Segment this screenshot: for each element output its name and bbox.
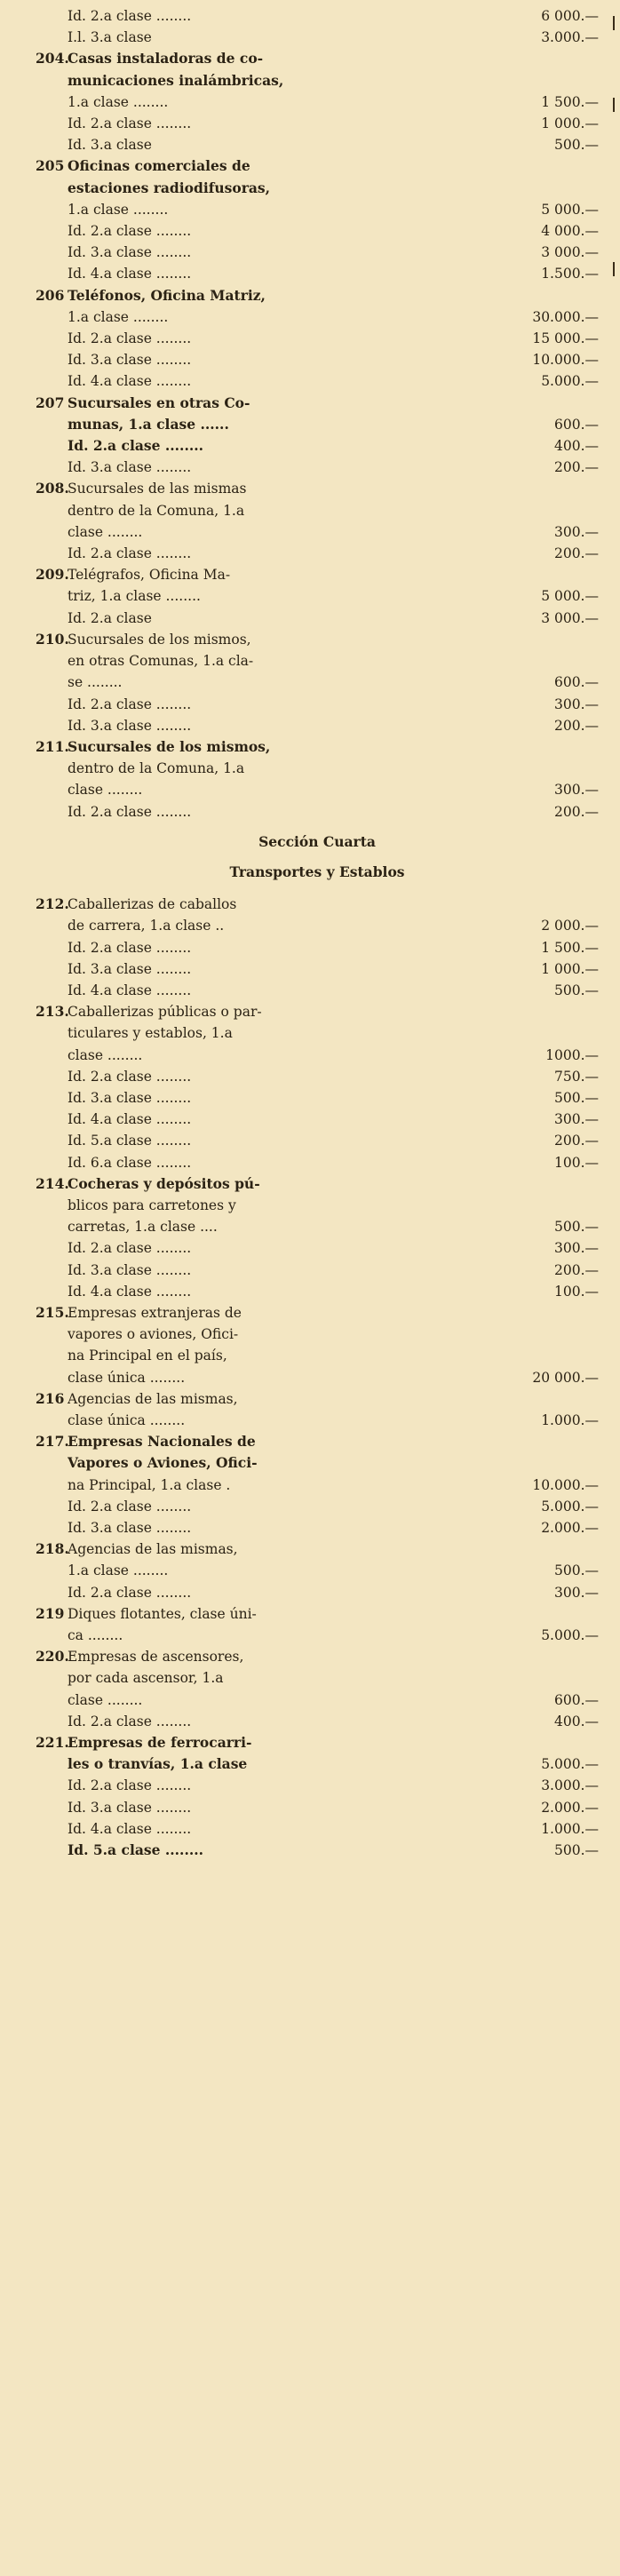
item-number: 213. xyxy=(36,1003,69,1021)
tariff-row xyxy=(36,1517,599,1538)
item-description: I.l. 3.a clase xyxy=(68,29,152,46)
item-amount: 750.— xyxy=(553,1068,599,1085)
item-description: Id. 3.a clase ........ xyxy=(68,960,192,977)
item-description: Agencias de las mismas, xyxy=(68,1390,238,1407)
item-amount: 200.— xyxy=(553,459,599,476)
item-number: 209. xyxy=(36,566,69,584)
item-description: Id. 2.a clase ........ xyxy=(68,1777,192,1794)
tariff-row xyxy=(36,564,599,585)
tariff-row xyxy=(36,242,599,263)
item-description: por cada ascensor, 1.a xyxy=(68,1670,224,1687)
item-amount: 2.000.— xyxy=(541,1520,599,1537)
item-description: triz, 1.a clase ........ xyxy=(68,588,201,605)
item-description: de carrera, 1.a clase .. xyxy=(68,918,225,934)
item-description: vapores o aviones, Ofici- xyxy=(68,1326,239,1343)
tariff-row xyxy=(36,1667,599,1689)
item-description: Id. 3.a clase ........ xyxy=(68,717,192,734)
item-description: Id. 2.a clase ........ xyxy=(68,1713,192,1729)
tariff-row xyxy=(36,285,599,306)
item-amount: 1.000.— xyxy=(541,1412,599,1428)
item-amount: 600.— xyxy=(553,1691,599,1708)
item-description: blicos para carretones y xyxy=(68,1197,236,1213)
item-description: clase única ........ xyxy=(68,1369,186,1386)
item-description: Id. 2.a clase ........ xyxy=(68,437,204,455)
item-number: 220. xyxy=(36,1648,69,1666)
tariff-row xyxy=(36,543,599,564)
tariff-row xyxy=(36,958,599,980)
item-amount: 1.000.— xyxy=(541,1820,599,1837)
item-amount: 20 000.— xyxy=(532,1369,599,1386)
item-amount: 2.000.— xyxy=(541,1799,599,1816)
section-title: Sección Cuarta xyxy=(258,832,376,850)
tariff-row xyxy=(36,1367,599,1388)
tariff-row xyxy=(36,1603,599,1625)
item-number: 218. xyxy=(36,1540,69,1558)
item-amount: 1 000.— xyxy=(541,960,599,977)
item-description: Id. 3.a clase ........ xyxy=(68,459,192,476)
item-description: Empresas de ascensores, xyxy=(68,1649,244,1666)
item-description: 1.a clase ........ xyxy=(68,308,169,325)
item-amount: 600.— xyxy=(553,674,599,691)
item-number: 215. xyxy=(36,1303,69,1321)
tariff-row xyxy=(36,1324,599,1345)
tariff-row xyxy=(36,980,599,1001)
item-number: 214. xyxy=(36,1174,69,1192)
item-description: Id. 3.a clase ........ xyxy=(68,1261,192,1278)
item-description: Sucursales de los mismos, xyxy=(68,737,271,755)
tariff-row xyxy=(36,608,599,629)
item-description: Id. 5.a clase ........ xyxy=(68,1841,204,1859)
tariff-row xyxy=(36,178,599,199)
item-amount: 5.000.— xyxy=(541,1498,599,1515)
item-number: 221. xyxy=(36,1734,69,1752)
item-amount: 3.000.— xyxy=(541,29,599,46)
item-number: 206 xyxy=(36,286,65,304)
margin-mark xyxy=(613,98,615,112)
tariff-row xyxy=(36,521,599,543)
item-description: munas, 1.a clase ...... xyxy=(68,415,229,433)
item-description: 1.a clase ........ xyxy=(68,201,169,218)
item-description: Id. 4.a clase ........ xyxy=(68,982,192,998)
item-description: carretas, 1.a clase .... xyxy=(68,1219,218,1236)
tariff-row xyxy=(36,349,599,370)
item-amount: 1 500.— xyxy=(541,939,599,956)
tariff-row xyxy=(36,1152,599,1173)
item-amount: 200.— xyxy=(553,1133,599,1149)
item-description: Sucursales de los mismos, xyxy=(68,631,251,648)
tariff-row xyxy=(36,1560,599,1581)
tariff-row xyxy=(36,1109,599,1130)
item-amount: 500.— xyxy=(553,1562,599,1579)
tariff-row xyxy=(36,1195,599,1216)
item-amount: 400.— xyxy=(553,1713,599,1729)
item-amount: 1000.— xyxy=(545,1046,599,1063)
item-description: Id. 2.a clase ........ xyxy=(68,696,192,712)
tariff-row xyxy=(36,328,599,349)
tariff-row xyxy=(36,306,599,328)
item-description: 1.a clase ........ xyxy=(68,1562,169,1579)
item-amount: 300.— xyxy=(553,1111,599,1128)
item-amount: 300.— xyxy=(553,1584,599,1601)
item-amount: 400.— xyxy=(553,438,599,455)
item-number: 210. xyxy=(36,630,69,648)
tariff-row xyxy=(36,629,599,650)
tariff-row xyxy=(36,134,599,155)
tariff-row xyxy=(36,1066,599,1087)
tariff-row xyxy=(36,672,599,693)
item-amount: 2 000.— xyxy=(541,918,599,934)
tariff-row xyxy=(36,736,599,758)
tariff-row xyxy=(36,1496,599,1517)
item-amount: 15 000.— xyxy=(532,330,599,347)
item-description: Id. 4.a clase ........ xyxy=(68,266,192,282)
item-description: Caballerizas de caballos xyxy=(68,896,237,913)
item-amount: 5.000.— xyxy=(541,1756,599,1773)
tariff-row xyxy=(36,779,599,800)
item-description: Oficinas comerciales de xyxy=(68,157,250,175)
tariff-row xyxy=(36,393,599,414)
item-description: estaciones radiodifusoras, xyxy=(68,179,271,196)
item-amount: 200.— xyxy=(553,1261,599,1278)
tariff-list-part-2 xyxy=(36,894,599,1861)
item-amount: 1.500.— xyxy=(541,266,599,282)
tariff-row xyxy=(36,500,599,521)
tariff-row xyxy=(36,1431,599,1452)
item-amount: 200.— xyxy=(553,803,599,820)
item-description: 1.a clase ........ xyxy=(68,93,169,110)
item-description: en otras Comunas, 1.a cla- xyxy=(68,653,254,670)
item-description: Id. 2.a clase ........ xyxy=(68,8,192,24)
tariff-row xyxy=(36,5,599,27)
margin-mark xyxy=(613,262,615,276)
tariff-row xyxy=(36,1452,599,1474)
tariff-row xyxy=(36,1582,599,1603)
item-amount: 1 500.— xyxy=(541,93,599,110)
tariff-row xyxy=(36,894,599,915)
item-description: Agencias de las mismas, xyxy=(68,1541,238,1558)
tariff-row xyxy=(36,199,599,220)
item-amount: 5 000.— xyxy=(541,588,599,605)
item-description: dentro de la Comuna, 1.a xyxy=(68,502,245,519)
item-amount: 6 000.— xyxy=(541,8,599,24)
item-amount: 10.000.— xyxy=(532,1476,599,1493)
tariff-row xyxy=(36,694,599,715)
item-description: Id. 4.a clase ........ xyxy=(68,1283,192,1300)
item-amount: 3 000.— xyxy=(541,609,599,626)
item-amount: 3.000.— xyxy=(541,1777,599,1794)
tariff-row xyxy=(36,220,599,242)
item-description: Empresas extranjeras de xyxy=(68,1304,242,1321)
item-description: Id. 4.a clase ........ xyxy=(68,1820,192,1837)
item-number: 212. xyxy=(36,895,69,913)
tariff-row xyxy=(36,1237,599,1259)
item-number: 208. xyxy=(36,480,69,497)
item-amount: 500.— xyxy=(553,1842,599,1859)
item-description: Id. 2.a clase ........ xyxy=(68,803,192,820)
item-description: Id. 2.a clase ........ xyxy=(68,223,192,240)
tariff-row xyxy=(36,1281,599,1302)
tariff-row xyxy=(36,1410,599,1431)
item-description: Id. 2.a clase ........ xyxy=(68,1498,192,1515)
item-description: clase ........ xyxy=(68,1691,143,1708)
tariff-row xyxy=(36,113,599,134)
item-amount: 300.— xyxy=(553,696,599,712)
tariff-row xyxy=(36,27,599,48)
tariff-row xyxy=(36,650,599,672)
tariff-row xyxy=(36,48,599,69)
item-description: Id. 2.a clase ........ xyxy=(68,545,192,562)
item-description: Id. 3.a clase ........ xyxy=(68,244,192,261)
item-description: se ........ xyxy=(68,674,123,691)
item-amount: 200.— xyxy=(553,717,599,734)
tariff-row xyxy=(36,1173,599,1195)
tariff-row xyxy=(36,435,599,457)
item-description: Id. 2.a clase ........ xyxy=(68,1068,192,1085)
tariff-row xyxy=(36,1475,599,1496)
item-number: 217. xyxy=(36,1433,69,1451)
item-amount: 3 000.— xyxy=(541,244,599,261)
item-amount: 5.000.— xyxy=(541,373,599,390)
item-description: Id. 3.a clase ........ xyxy=(68,1799,192,1816)
item-description: municaciones inalámbricas, xyxy=(68,71,284,89)
item-number: 216 xyxy=(36,1389,65,1407)
item-amount: 30.000.— xyxy=(532,308,599,325)
item-description: Empresas Nacionales de xyxy=(68,1433,256,1451)
item-description: Teléfonos, Oficina Matriz, xyxy=(68,286,266,304)
item-description: Id. 5.a clase ........ xyxy=(68,1133,192,1149)
item-description: Id. 3.a clase ........ xyxy=(68,1089,192,1106)
item-description: Id. 6.a clase ........ xyxy=(68,1154,192,1171)
tariff-row xyxy=(36,1345,599,1366)
margin-mark xyxy=(613,16,615,30)
item-amount: 300.— xyxy=(553,1240,599,1257)
tariff-row xyxy=(36,915,599,936)
item-amount: 10.000.— xyxy=(532,352,599,369)
item-description: les o tranvías, 1.a clase xyxy=(68,1755,248,1773)
tariff-row xyxy=(36,478,599,499)
item-number: 204. xyxy=(36,50,69,68)
tariff-row xyxy=(36,1388,599,1410)
tariff-row xyxy=(36,1732,599,1753)
tariff-row xyxy=(36,1045,599,1066)
item-description: clase ........ xyxy=(68,782,143,799)
item-amount: 500.— xyxy=(553,137,599,154)
item-description: ca ........ xyxy=(68,1627,123,1644)
item-description: Id. 2.a clase ........ xyxy=(68,1240,192,1257)
tariff-list-part-1 xyxy=(36,5,599,823)
tariff-row xyxy=(36,1302,599,1324)
item-description: dentro de la Comuna, 1.a xyxy=(68,760,245,777)
tariff-row xyxy=(36,1625,599,1646)
tariff-row xyxy=(36,91,599,113)
tariff-row xyxy=(36,370,599,392)
tariff-row xyxy=(36,1711,599,1732)
tariff-row xyxy=(36,1538,599,1560)
item-amount: 500.— xyxy=(553,982,599,998)
item-amount: 200.— xyxy=(553,545,599,562)
item-description: ticulares y establos, 1.a xyxy=(68,1025,233,1042)
item-amount: 5.000.— xyxy=(541,1627,599,1644)
item-number: 205 xyxy=(36,157,65,175)
tariff-row xyxy=(36,263,599,284)
tariff-row xyxy=(36,1775,599,1796)
item-description: Casas instaladoras de co- xyxy=(68,50,264,68)
item-description: Id. 2.a clase ........ xyxy=(68,115,192,132)
item-description: na Principal en el país, xyxy=(68,1348,227,1364)
tariff-row xyxy=(36,457,599,478)
item-description: Id. 2.a clase ........ xyxy=(68,330,192,347)
tariff-row xyxy=(36,70,599,91)
tariff-row xyxy=(36,1260,599,1281)
item-description: Sucursales en otras Co- xyxy=(68,394,250,411)
item-description: Id. 4.a clase ........ xyxy=(68,1111,192,1128)
tariff-row xyxy=(36,155,599,177)
item-description: Id. 4.a clase ........ xyxy=(68,373,192,390)
item-description: clase única ........ xyxy=(68,1412,186,1428)
item-amount: 600.— xyxy=(553,416,599,433)
item-description: Empresas de ferrocarri- xyxy=(68,1734,252,1752)
item-amount: 300.— xyxy=(553,523,599,540)
item-number: 211. xyxy=(36,737,69,755)
item-description: Id. 3.a clase ........ xyxy=(68,1520,192,1537)
item-description: clase ........ xyxy=(68,1046,143,1063)
tariff-row xyxy=(36,1087,599,1109)
tariff-row xyxy=(36,414,599,435)
tariff-row xyxy=(36,1753,599,1775)
tariff-row xyxy=(36,1690,599,1711)
item-amount: 100.— xyxy=(553,1283,599,1300)
tariff-row xyxy=(36,758,599,779)
tariff-row xyxy=(36,715,599,736)
tariff-row xyxy=(36,1840,599,1861)
section-subtitle: Transportes y Establos xyxy=(229,863,405,880)
item-description: Id. 2.a clase xyxy=(68,609,152,626)
item-amount: 500.— xyxy=(553,1219,599,1236)
tariff-row xyxy=(36,585,599,607)
item-number: 207 xyxy=(36,394,65,411)
item-description: Sucursales de las mismas xyxy=(68,481,247,497)
item-description: Vapores o Aviones, Ofici- xyxy=(68,1454,258,1472)
tariff-row xyxy=(36,1130,599,1151)
item-description: Cocheras y depósitos pú- xyxy=(68,1174,260,1192)
tariff-row xyxy=(36,1818,599,1840)
tariff-row xyxy=(36,801,599,823)
item-description: clase ........ xyxy=(68,523,143,540)
item-description: Id. 2.a clase ........ xyxy=(68,939,192,956)
tariff-row xyxy=(36,1797,599,1818)
item-number: 219 xyxy=(36,1604,65,1622)
item-amount: 500.— xyxy=(553,1089,599,1106)
item-amount: 5 000.— xyxy=(541,201,599,218)
item-description: Diques flotantes, clase úni- xyxy=(68,1605,257,1622)
item-amount: 100.— xyxy=(553,1154,599,1171)
tariff-row xyxy=(36,1001,599,1022)
item-description: Id. 2.a clase ........ xyxy=(68,1584,192,1601)
item-amount: 300.— xyxy=(553,782,599,799)
item-description: Caballerizas públicas o par- xyxy=(68,1004,262,1021)
item-description: na Principal, 1.a clase . xyxy=(68,1476,231,1493)
tariff-row xyxy=(36,1646,599,1667)
item-description: Id. 3.a clase xyxy=(68,137,152,154)
tariff-row xyxy=(36,937,599,958)
tariff-row xyxy=(36,1216,599,1237)
tariff-row xyxy=(36,1022,599,1044)
item-amount: 1 000.— xyxy=(541,115,599,132)
item-amount: 4 000.— xyxy=(541,223,599,240)
item-description: Telégrafos, Oficina Ma- xyxy=(68,567,231,584)
item-description: Id. 3.a clase ........ xyxy=(68,352,192,369)
